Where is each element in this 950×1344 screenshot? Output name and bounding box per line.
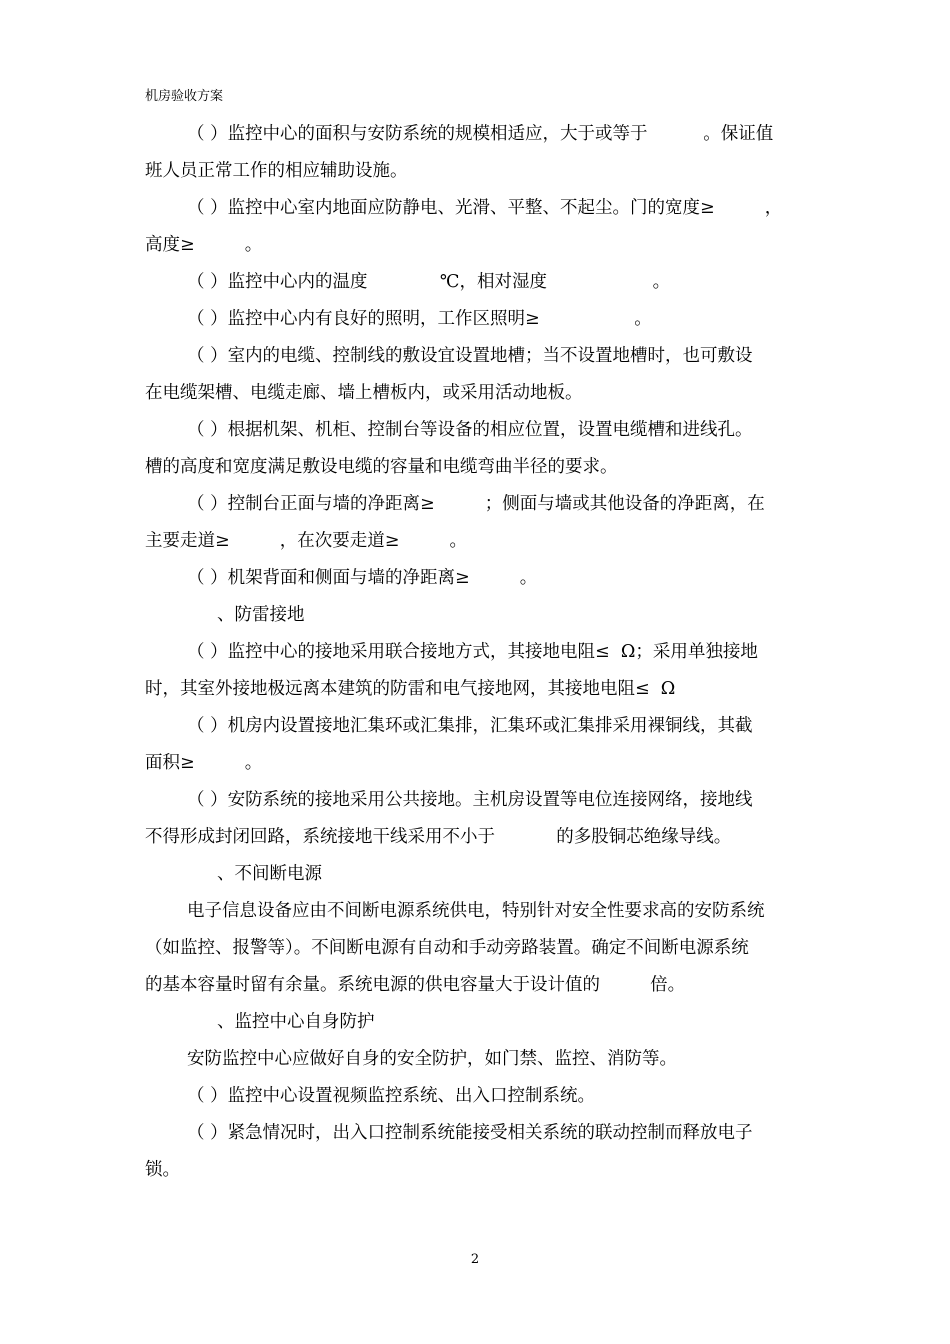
- text-line: （ ）根据机架、机柜、控制台等设备的相应位置，设置电缆槽和进线孔。: [187, 420, 753, 440]
- text-line: 时，其室外接地极远离本建筑的防雷和电气接地网，其接地电阻≤ Ω: [145, 679, 676, 699]
- text-line: （ ）监控中心的接地采用联合接地方式，其接地电阻≤ Ω；采用单独接地: [187, 642, 758, 662]
- text-line: 在电缆架槽、电缆走廊、墙上槽板内，或采用活动地板。: [145, 383, 583, 403]
- text-line: （如监控、报警等）。不间断电源有自动和手动旁路装置。确定不间断电源系统: [145, 938, 749, 958]
- text-line: （ ）机架背面和侧面与墙的净距离≥ 。: [187, 568, 538, 588]
- text-line: 班人员正常工作的相应辅助设施。: [145, 161, 408, 181]
- text-line: （ ）室内的电缆、控制线的敷设宜设置地槽；当不设置地槽时，也可敷设: [187, 346, 753, 366]
- text-line: （ ）监控中心的面积与安防系统的规模相适应，大于或等于 。保证值: [187, 124, 774, 144]
- text-line: 主要走道≥ ，在次要走道≥ 。: [145, 531, 467, 551]
- text-line: 不得形成封闭回路，系统接地干线采用不小于 的多股铜芯绝缘导线。: [145, 827, 732, 847]
- section-heading: 、不间断电源: [217, 864, 322, 884]
- section-heading: 、防雷接地: [217, 605, 305, 625]
- text-line: （ ）控制台正面与墙的净距离≥ ；侧面与墙或其他设备的净距离，在: [187, 494, 765, 514]
- document-header: 机房验收方案: [145, 89, 224, 104]
- document-body: [145, 116, 807, 1189]
- text-line: 槽的高度和宽度满足敷设电缆的容量和电缆弯曲半径的要求。: [145, 457, 618, 477]
- text-line: 锁。: [145, 1160, 180, 1180]
- text-line: （ ）监控中心室内地面应防静电、光滑、平整、不起尘。门的宽度≥ ，: [187, 198, 783, 218]
- section-heading: 、监控中心自身防护: [217, 1012, 375, 1032]
- text-line: （ ）紧急情况时，出入口控制系统能接受相关系统的联动控制而释放电子: [187, 1123, 753, 1143]
- text-line: （ ）监控中心设置视频监控系统、出入口控制系统。: [187, 1086, 596, 1106]
- text-line: （ ）监控中心内有良好的照明，工作区照明≥ 。: [187, 309, 652, 329]
- text-line: 面积≥ 。: [145, 753, 263, 773]
- text-line: （ ）安防系统的接地采用公共接地。主机房设置等电位连接网络，接地线: [187, 790, 753, 810]
- page-number: 2: [470, 1252, 480, 1267]
- text-line: 高度≥ 。: [145, 235, 263, 255]
- text-line: （ ）监控中心内的温度 ℃，相对湿度 。: [187, 272, 671, 292]
- text-line: 的基本容量时留有余量。系统电源的供电容量大于设计值的 倍。: [145, 975, 686, 995]
- text-line: 安防监控中心应做好自身的安全防护，如门禁、监控、消防等。: [187, 1049, 677, 1069]
- text-line: 电子信息设备应由不间断电源系统供电，特别针对安全性要求高的安防系统: [187, 901, 765, 921]
- text-line: （ ）机房内设置接地汇集环或汇集排，汇集环或汇集排采用裸铜线，其截: [187, 716, 753, 736]
